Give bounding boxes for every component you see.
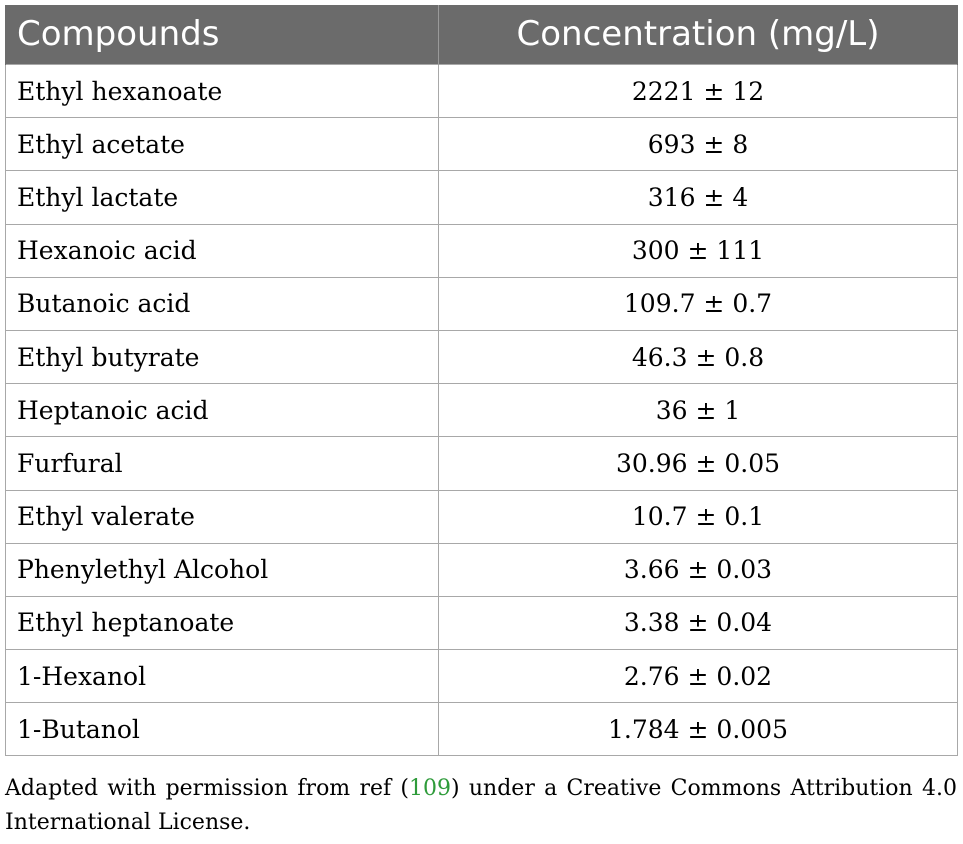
compound-cell: Ethyl lactate <box>6 171 439 224</box>
concentration-cell: 36 ± 1 <box>439 384 958 437</box>
table-footnote <box>5 772 957 840</box>
header-compounds: Compounds <box>6 6 439 65</box>
table-row <box>6 171 958 224</box>
table-row <box>6 543 958 596</box>
concentration-cell: 1.784 ± 0.005 <box>439 703 958 756</box>
concentration-cell: 109.7 ± 0.7 <box>439 277 958 330</box>
concentration-cell: 10.7 ± 0.1 <box>439 490 958 543</box>
compound-cell: Furfural <box>6 437 439 490</box>
concentration-table <box>5 5 958 756</box>
table-row <box>6 65 958 118</box>
compound-cell: Phenylethyl Alcohol <box>6 543 439 596</box>
concentration-cell: 30.96 ± 0.05 <box>439 437 958 490</box>
table-row <box>6 437 958 490</box>
concentration-cell: 693 ± 8 <box>439 118 958 171</box>
table-row <box>6 490 958 543</box>
table-row <box>6 384 958 437</box>
table-row <box>6 224 958 277</box>
compound-cell: Ethyl valerate <box>6 490 439 543</box>
header-concentration: Concentration (mg/L) <box>439 6 958 65</box>
concentration-cell: 2221 ± 12 <box>439 65 958 118</box>
compound-cell: Heptanoic acid <box>6 384 439 437</box>
compound-cell: Ethyl acetate <box>6 118 439 171</box>
compound-cell: Butanoic acid <box>6 277 439 330</box>
compound-cell: Ethyl butyrate <box>6 330 439 383</box>
concentration-cell: 300 ± 111 <box>439 224 958 277</box>
table-row <box>6 118 958 171</box>
table-row <box>6 330 958 383</box>
concentration-cell: 3.66 ± 0.03 <box>439 543 958 596</box>
table-row <box>6 596 958 649</box>
compound-cell: 1-Hexanol <box>6 650 439 703</box>
compound-cell: 1-Butanol <box>6 703 439 756</box>
table-row <box>6 650 958 703</box>
concentration-cell: 3.38 ± 0.04 <box>439 596 958 649</box>
concentration-table-container <box>5 5 957 756</box>
footnote-text-start: Adapted with permission from ref ( <box>5 776 410 801</box>
compound-cell: Ethyl heptanoate <box>6 596 439 649</box>
table-body <box>6 65 958 756</box>
concentration-cell: 46.3 ± 0.8 <box>439 330 958 383</box>
compound-cell: Hexanoic acid <box>6 224 439 277</box>
table-row <box>6 703 958 756</box>
table-header-row <box>6 6 958 65</box>
compound-cell: Ethyl hexanoate <box>6 65 439 118</box>
table-row <box>6 277 958 330</box>
concentration-cell: 2.76 ± 0.02 <box>439 650 958 703</box>
reference-link[interactable]: 109 <box>409 776 452 801</box>
footnote-text-end: ) under a Creative Commons Attribution 4.0 International License. <box>5 776 957 835</box>
concentration-cell: 316 ± 4 <box>439 171 958 224</box>
